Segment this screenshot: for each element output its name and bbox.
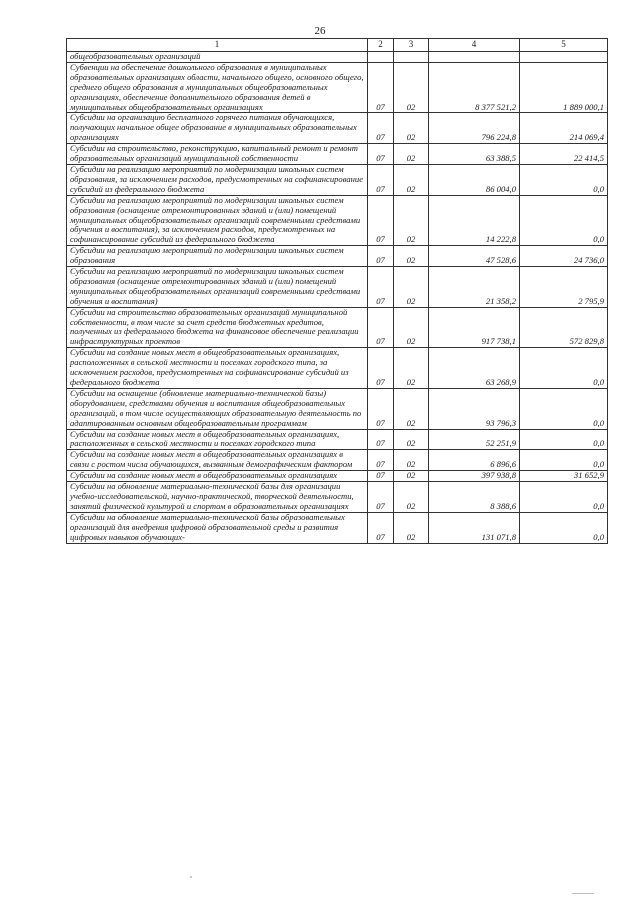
row-amount: 47 528,6 — [429, 246, 520, 267]
table-row — [67, 307, 608, 348]
table-row — [67, 246, 608, 267]
table-row — [67, 512, 608, 543]
row-amount — [429, 52, 520, 63]
table-row — [67, 52, 608, 63]
row-amount: 917 738,1 — [429, 307, 520, 348]
row-subsection: 02 — [394, 512, 429, 543]
row-name: Субвенции на обеспечение дошкольного образования в муниципальных образовательных организациях области, начального общего, основного общего, среднего общего образования в муниципальных общеобразовательных организациях, обеспечение дополнительного образования детей в муниципальных общеобразовательных организациях — [67, 62, 368, 113]
table-row — [67, 195, 608, 246]
row-subsection: 02 — [394, 195, 429, 246]
row-name: Субсидии на реализацию мероприятий по модернизации школьных систем образования (оснащение отремонтированных зданий и (или) помещений муниципальных общеобразовательных организаций современными средствами обучения и воспитания), за исключением расходов, предусмотренных на софинансирование субсидий из федерального бюджета — [67, 195, 368, 246]
row-name: Субсидии на обновление материально-технической базы образовательных организаций для внедрения цифровой образовательной среды и развития цифровых навыков обучающих- — [67, 512, 368, 543]
row-amount-2: 0,0 — [520, 482, 608, 513]
column-header-amount: 4 — [429, 39, 520, 52]
budget-table — [66, 38, 608, 544]
row-section — [368, 52, 394, 63]
row-name: Субсидии на создание новых мест в общеобразовательных организациях, расположенных в сельской местности и поселках городского типа, за исключением расходов, предусмотренных на софинансирование субсидий из федерального бюджета — [67, 348, 368, 389]
row-amount: 86 004,0 — [429, 164, 520, 195]
row-section: 07 — [368, 62, 394, 113]
row-amount-2: 0,0 — [520, 388, 608, 429]
row-amount: 397 938,8 — [429, 471, 520, 482]
row-subsection: 02 — [394, 113, 429, 144]
row-section: 07 — [368, 429, 394, 450]
row-section: 07 — [368, 482, 394, 513]
column-header-section: 2 — [368, 39, 394, 52]
row-subsection: 02 — [394, 267, 429, 308]
row-name: Субсидии на создание новых мест в общеобразовательных организациях — [67, 471, 368, 482]
row-amount-2: 0,0 — [520, 195, 608, 246]
page-number: 26 — [314, 25, 326, 37]
row-name: общеобразовательных организаций — [67, 52, 368, 63]
row-name: Субсидии на создание новых мест в общеобразовательных организациях, расположенных в сельской местности и поселках городского типа — [67, 429, 368, 450]
table-row — [67, 144, 608, 165]
row-name: Субсидии на реализацию мероприятий по модернизации школьных систем образования (оснащение отремонтированных зданий и (или) помещений муниципальных общеобразовательных организаций современными средствами обучения и воспитания) — [67, 267, 368, 308]
row-amount: 14 222,8 — [429, 195, 520, 246]
row-name: Субсидии на обновление материально-технической базы для организации учебно-исследовательской, научно-практической, творческой деятельности, занятий физической культурой и спортом в образовательных организациях — [67, 482, 368, 513]
row-amount: 796 224,8 — [429, 113, 520, 144]
row-amount-2: 214 069,4 — [520, 113, 608, 144]
row-amount: 52 251,9 — [429, 429, 520, 450]
column-header-name: 1 — [67, 39, 368, 52]
row-amount-2: 0,0 — [520, 348, 608, 389]
table-row — [67, 62, 608, 113]
table-row — [67, 429, 608, 450]
table-row — [67, 450, 608, 471]
table-row — [67, 113, 608, 144]
row-subsection: 02 — [394, 246, 429, 267]
row-subsection: 02 — [394, 450, 429, 471]
row-amount: 8 388,6 — [429, 482, 520, 513]
table-row — [67, 348, 608, 389]
row-subsection: 02 — [394, 482, 429, 513]
table-row — [67, 482, 608, 513]
row-section: 07 — [368, 113, 394, 144]
row-amount-2: 0,0 — [520, 429, 608, 450]
row-amount-2: 0,0 — [520, 450, 608, 471]
column-header-amount-2: 5 — [520, 39, 608, 52]
row-name: Субсидии на строительство образовательных организаций муниципальной собственности, в том числе за счет средств бюджетных кредитов, полученных из федерального бюджета на финансовое обеспечение реализации инфраструктурных проектов — [67, 307, 368, 348]
row-section: 07 — [368, 450, 394, 471]
row-amount: 6 896,6 — [429, 450, 520, 471]
row-name: Субсидии на организацию бесплатного горячего питания обучающихся, получающих начальное общее образование в муниципальных образовательных организациях — [67, 113, 368, 144]
row-section: 07 — [368, 471, 394, 482]
scan-dot — [190, 876, 192, 878]
row-amount-2: 2 795,9 — [520, 267, 608, 308]
scan-edge-mark — [572, 893, 594, 902]
row-name: Субсидии на создание новых мест в общеобразовательных организациях в связи с ростом числа обучающихся, вызванным демографическим фактором — [67, 450, 368, 471]
row-section: 07 — [368, 195, 394, 246]
row-section: 07 — [368, 512, 394, 543]
row-section: 07 — [368, 348, 394, 389]
row-subsection: 02 — [394, 388, 429, 429]
row-amount-2: 1 889 000,1 — [520, 62, 608, 113]
row-subsection: 02 — [394, 144, 429, 165]
row-name: Субсидии на реализацию мероприятий по модернизации школьных систем образования, за исключением расходов, предусмотренных на софинансирование субсидий из федерального бюджета — [67, 164, 368, 195]
row-amount: 63 388,5 — [429, 144, 520, 165]
row-amount: 21 358,2 — [429, 267, 520, 308]
row-subsection: 02 — [394, 62, 429, 113]
row-subsection: 02 — [394, 307, 429, 348]
table-row — [67, 164, 608, 195]
row-amount: 63 268,9 — [429, 348, 520, 389]
row-amount-2 — [520, 52, 608, 63]
row-amount-2: 0,0 — [520, 164, 608, 195]
row-amount: 8 377 521,2 — [429, 62, 520, 113]
row-amount: 131 071,8 — [429, 512, 520, 543]
row-amount-2: 31 652,9 — [520, 471, 608, 482]
row-subsection — [394, 52, 429, 63]
row-subsection: 02 — [394, 348, 429, 389]
row-amount-2: 572 829,8 — [520, 307, 608, 348]
row-section: 07 — [368, 246, 394, 267]
row-name: Субсидии на реализацию мероприятий по модернизации школьных систем образования — [67, 246, 368, 267]
row-name: Субсидии на строительство, реконструкцию, капитальный ремонт и ремонт образовательных организаций муниципальной собственности — [67, 144, 368, 165]
row-subsection: 02 — [394, 429, 429, 450]
row-section: 07 — [368, 144, 394, 165]
row-name: Субсидии на оснащение (обновление материально-технической базы) оборудованием, средствами обучения и воспитания общеобразовательных организаций, в том числе осуществляющих образовательную деятельность по адаптированным основным общеобразовательным программам — [67, 388, 368, 429]
table-row — [67, 471, 608, 482]
row-section: 07 — [368, 307, 394, 348]
table-header-row — [67, 39, 608, 52]
row-section: 07 — [368, 267, 394, 308]
column-header-subsection: 3 — [394, 39, 429, 52]
row-amount-2: 22 414,5 — [520, 144, 608, 165]
row-subsection: 02 — [394, 471, 429, 482]
row-amount-2: 0,0 — [520, 512, 608, 543]
row-subsection: 02 — [394, 164, 429, 195]
table-row — [67, 388, 608, 429]
row-amount-2: 24 736,0 — [520, 246, 608, 267]
row-section: 07 — [368, 388, 394, 429]
table-row — [67, 267, 608, 308]
row-section: 07 — [368, 164, 394, 195]
row-amount: 93 796,3 — [429, 388, 520, 429]
